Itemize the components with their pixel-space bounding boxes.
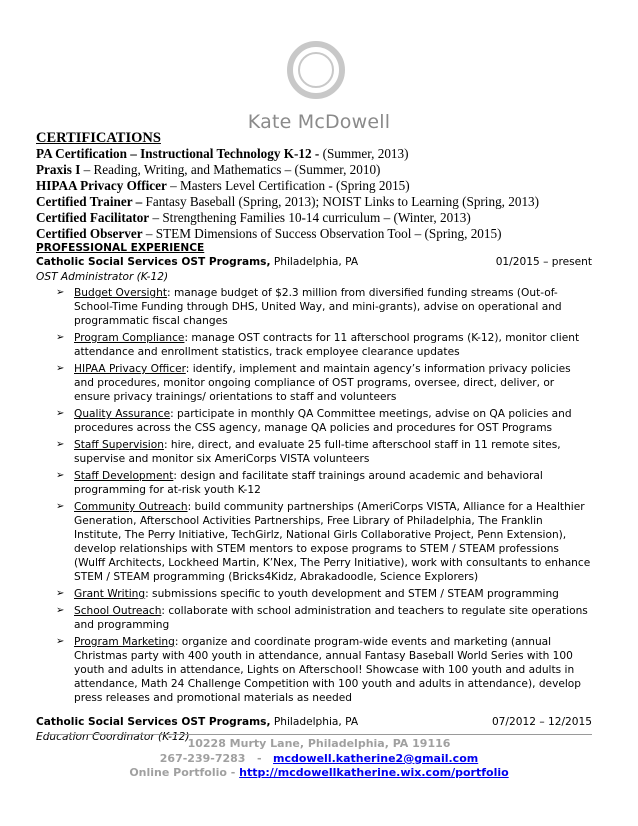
duty-topic: Program Marketing bbox=[74, 636, 175, 648]
footer-divider bbox=[46, 734, 592, 735]
certification-name: HIPAA Privacy Officer bbox=[36, 178, 167, 193]
contact-footer bbox=[0, 737, 638, 781]
footer-portfolio-label: Online Portfolio - bbox=[129, 766, 236, 779]
footer-portfolio-link[interactable]: http://mcdowellkatherine.wix.com/portfolio bbox=[239, 766, 509, 779]
duty-description: : submissions specific to youth development and STEM / STEAM programming bbox=[145, 588, 559, 600]
certifications-heading: CERTIFICATIONS bbox=[36, 130, 161, 146]
certification-name: Certified Observer bbox=[36, 226, 143, 241]
arrowhead-bullet-icon: ➢ bbox=[56, 363, 65, 374]
job-duties-list bbox=[36, 286, 592, 705]
certification-item bbox=[36, 210, 626, 226]
footer-address: 10228 Murty Lane, Philadelphia, PA 19116 bbox=[187, 737, 451, 750]
list-item bbox=[56, 604, 592, 632]
certification-item bbox=[36, 178, 626, 194]
duty-description: : organize and coordinate program-wide events and marketing (annual Christmas party with 400 youth in attendance, annual Fantasy Baseball World Series with 100 youth and adults in attendance, Lights on Afterschool! Showcase with 100 youth and adults in attendance, Math 24 Challenge Competition with 100 youth and adults in attendance), develop press releases and promotional materials as needed bbox=[74, 636, 581, 704]
job-role: Education Coordinator (K-12) bbox=[36, 731, 190, 743]
footer-contact-line bbox=[0, 752, 638, 767]
jobs-list bbox=[36, 255, 592, 744]
certification-detail: (Summer, 2013) bbox=[319, 146, 409, 161]
list-item bbox=[56, 362, 592, 404]
certification-detail: Fantasy Baseball (Spring, 2013); NOIST Links to Learning (Spring, 2013) bbox=[142, 194, 540, 209]
job-dates: 01/2015 – present bbox=[495, 256, 592, 268]
candidate-name: Kate McDowell bbox=[247, 111, 391, 133]
job-header bbox=[36, 255, 592, 270]
certifications-list bbox=[36, 146, 626, 242]
duty-description: : manage OST contracts for 11 afterschool programs (K-12), monitor client attendance and enrollment statistics, track employee clearance updates bbox=[74, 332, 580, 358]
duty-topic: Community Outreach bbox=[74, 501, 188, 513]
arrowhead-bullet-icon: ➢ bbox=[56, 588, 65, 599]
list-item bbox=[56, 286, 592, 328]
certification-detail: – Reading, Writing, and Mathematics – (Summer, 2010) bbox=[80, 162, 381, 177]
arrowhead-bullet-icon: ➢ bbox=[56, 332, 65, 343]
duty-topic: Grant Writing bbox=[74, 588, 146, 600]
job-header bbox=[36, 715, 592, 730]
arrowhead-bullet-icon: ➢ bbox=[56, 408, 65, 419]
duty-description: : participate in monthly QA Committee meetings, advise on QA policies and procedures across the CSS agency, manage QA policies and procedures for OST Programs bbox=[74, 408, 572, 434]
certification-item bbox=[36, 162, 626, 178]
arrowhead-bullet-icon: ➢ bbox=[56, 636, 65, 647]
list-item bbox=[56, 500, 592, 584]
job-employer: Catholic Social Services OST Programs, bbox=[36, 256, 271, 268]
arrowhead-bullet-icon: ➢ bbox=[56, 605, 65, 616]
duty-topic: HIPAA Privacy Officer bbox=[74, 363, 186, 375]
certification-item bbox=[36, 146, 626, 162]
certification-item bbox=[36, 226, 626, 242]
job-entry bbox=[36, 255, 592, 705]
certification-item bbox=[36, 194, 626, 210]
certification-detail: – STEM Dimensions of Success Observation Tool – (Spring, 2015) bbox=[142, 226, 502, 241]
arrowhead-bullet-icon: ➢ bbox=[56, 501, 65, 512]
arrowhead-bullet-icon: ➢ bbox=[56, 287, 65, 298]
job-employer-line bbox=[36, 715, 358, 730]
list-item bbox=[56, 587, 592, 601]
experience-heading: PROFESSIONAL EXPERIENCE bbox=[36, 242, 205, 254]
arrowhead-bullet-icon: ➢ bbox=[56, 470, 65, 481]
job-employer-line bbox=[36, 255, 358, 270]
footer-phone: 267-239-7283 bbox=[159, 751, 246, 765]
footer-email-link[interactable]: mcdowell.katherine2@gmail.com bbox=[273, 751, 479, 765]
footer-portfolio-line bbox=[0, 766, 638, 781]
certification-name: PA Certification – Instructional Technology K-12 - bbox=[36, 146, 320, 161]
job-employer: Catholic Social Services OST Programs, bbox=[36, 716, 271, 728]
list-item bbox=[56, 438, 592, 466]
job-dates: 07/2012 – 12/2015 bbox=[491, 716, 592, 728]
certification-name: Certified Trainer – bbox=[36, 194, 143, 209]
circle-ring-logo-icon bbox=[287, 41, 345, 99]
list-item bbox=[56, 635, 592, 705]
duty-topic: School Outreach bbox=[74, 605, 162, 617]
duty-topic: Staff Supervision bbox=[74, 439, 164, 451]
certifications-section bbox=[36, 130, 626, 242]
duty-description: : hire, direct, and evaluate 25 full-time afterschool staff in 11 remote sites, supervise and monitor six AmeriCorps VISTA volunteers bbox=[74, 439, 561, 465]
footer-separator: - bbox=[256, 751, 262, 765]
arrowhead-bullet-icon: ➢ bbox=[56, 439, 65, 450]
certification-detail: – Masters Level Certification - (Spring 2015) bbox=[166, 178, 410, 193]
duty-topic: Quality Assurance bbox=[74, 408, 171, 420]
certification-detail: – Strengthening Families 10-14 curriculum – (Winter, 2013) bbox=[149, 210, 471, 225]
duty-description: : build community partnerships (AmeriCorps VISTA, Alliance for a Healthier Generation, Afterschool Activities Partnerships, Free Library of Philadelphia, The Franklin Institute, The Perry Initiative, TechGirlz, National Girls Collaborative Project, Penn Extension), develop relationships with STEM mentors to expose programs to STEM / STEAM professions (Wulff Architects, Lockheed Martin, K’Nex, The Perry Initiative), work with consultants to enhance STEM / STEAM programming (Bricks4Kidz, Abrakadoodle, Science Explorers) bbox=[74, 501, 591, 583]
list-item bbox=[56, 469, 592, 497]
experience-section bbox=[36, 241, 592, 744]
duty-topic: Program Compliance bbox=[74, 332, 185, 344]
duty-description: : identify, implement and maintain agency’s information privacy policies and procedures, monitor ongoing compliance of OST programs, oversee, direct, deliver, or ensure privacy trainings/ orientations to staff and volunteers bbox=[74, 363, 571, 403]
certification-name: Certified Facilitator bbox=[36, 210, 150, 225]
list-item bbox=[56, 331, 592, 359]
duty-description: : manage budget of $2.3 million from diversified funding streams (Out-of-School-Time Funding through DHS, United Way, and mini-grants), advise on operational and programmatic fiscal changes bbox=[74, 287, 562, 327]
job-location: Philadelphia, PA bbox=[270, 716, 359, 728]
duty-description: : collaborate with school administration and teachers to regulate site operations and programming bbox=[74, 605, 588, 631]
list-item bbox=[56, 407, 592, 435]
duty-topic: Staff Development bbox=[74, 470, 174, 482]
certification-name: Praxis I bbox=[36, 162, 81, 177]
duty-topic: Budget Oversight bbox=[74, 287, 168, 299]
job-role: OST Administrator (K-12) bbox=[36, 271, 169, 283]
job-location: Philadelphia, PA bbox=[270, 256, 359, 268]
duty-description: : design and facilitate staff trainings around academic and behavioral programming for at-risk youth K-12 bbox=[74, 470, 543, 496]
